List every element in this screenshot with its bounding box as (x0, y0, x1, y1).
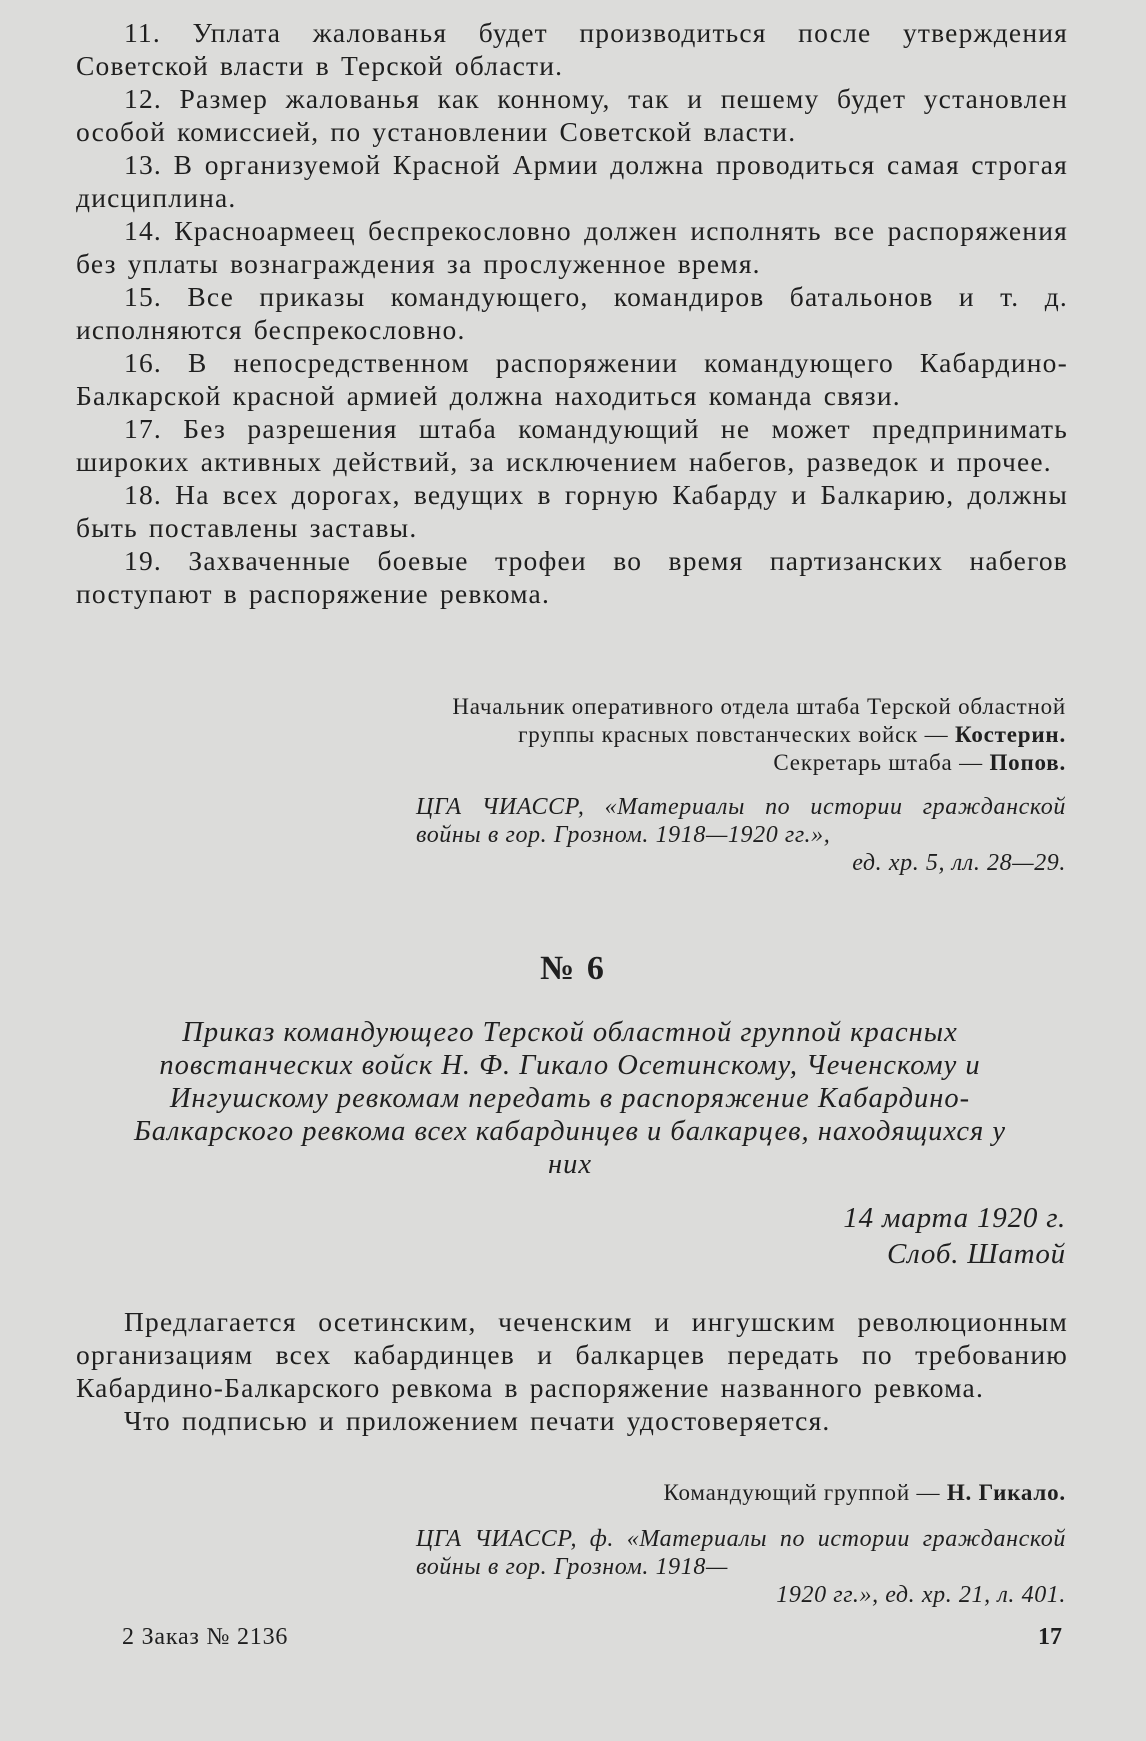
signature-name-gikalo: Н. Гикало. (946, 1480, 1066, 1505)
document-number: № 6 (540, 950, 606, 987)
document-source-last-line: 1920 гг.», ед. хр. 21, л. 401. (776, 1582, 1066, 1608)
top-source-citation (416, 793, 1066, 877)
paragraph-16: 16. В непосредственном распоряжении командующего Кабардино-Балкарской красной армией должна находиться команда связи. (76, 347, 1068, 411)
paragraph-12: 12. Размер жалованья как конному, так и пешему будет установлен особой комиссией, по установлении Советской власти. (76, 83, 1068, 147)
top-paragraphs (76, 16, 1068, 610)
signature-line-3 (452, 749, 1066, 777)
signature-line-2 (452, 721, 1066, 749)
document-title: Приказ командующего Терской областной группой красных повстанческих войск Н. Ф. Гикало Осетинскому, Чеченскому и Ингушскому ревкомам передать в распоряжение Кабардино-Балкарского ревкома всех кабардинцев и балкарцев, находящихся у них (133, 1017, 1007, 1180)
source-text: ЦГА ЧИАССР, «Материалы по истории гражданской войны в гор. Грозном. 1918—1920 гг.», (416, 794, 1066, 848)
date-place (843, 1200, 1066, 1272)
signature-name-kosterin: Костерин. (955, 722, 1066, 747)
signature-role-commander: Командующий группой — (663, 1480, 947, 1505)
signature-role-secretary: Секретарь штаба — (773, 750, 990, 775)
top-signature (452, 693, 1066, 777)
paragraph-14: 14. Красноармеец беспрекословно должен исполнять все распоряжения без уплаты вознаграждения за прослуженное время. (76, 215, 1068, 279)
document-body (76, 1305, 1068, 1437)
document-date: 14 марта 1920 г. (843, 1202, 1066, 1234)
paragraph-13: 13. В организуемой Красной Армии должна проводиться самая строгая дисциплина. (76, 149, 1068, 213)
document-paragraph-1: Предлагается осетинским, чеченским и ингушским революционным организациям всех кабардинцев и балкарцев передать по требованию Кабардино-Балкарского ревкома в распоряжение названного ревкома. (76, 1306, 1068, 1403)
document-place: Слоб. Шатой (886, 1238, 1066, 1270)
paragraph-15: 15. Все приказы командующего, командиров батальонов и т. д. исполняются беспрекословно. (76, 281, 1068, 345)
paragraph-11: 11. Уплата жалованья будет производиться после утверждения Советской власти в Терской области. (76, 17, 1068, 81)
signature-line-1: Начальник оперативного отдела штаба Терской областной (452, 694, 1066, 719)
paragraph-17: 17. Без разрешения штаба командующий не может предпринимать широких активных действий, за исключением набегов, разведок и прочее. (76, 413, 1068, 477)
document-source-citation (416, 1525, 1066, 1609)
document-signature (664, 1479, 1066, 1507)
document-source-text: ЦГА ЧИАССР, ф. «Материалы по истории гражданской войны в гор. Грозном. 1918— (416, 1526, 1066, 1580)
signature-role: группы красных повстанческих войск — (518, 722, 955, 747)
paragraph-18: 18. На всех дорогах, ведущих в горную Кабарду и Балкарию, должны быть поставлены заставы. (76, 479, 1068, 543)
signature-name-popov: Попов. (989, 750, 1066, 775)
document-paragraph-2: Что подписью и приложением печати удостоверяется. (124, 1405, 831, 1436)
print-order-mark: 2 Заказ № 2136 (122, 1624, 289, 1650)
paragraph-19: 19. Захваченные боевые трофеи во время партизанских набегов поступают в распоряжение ревкома. (76, 545, 1068, 609)
source-last-line: ед. хр. 5, лл. 28—29. (852, 850, 1066, 876)
page-number: 17 (1038, 1624, 1062, 1650)
